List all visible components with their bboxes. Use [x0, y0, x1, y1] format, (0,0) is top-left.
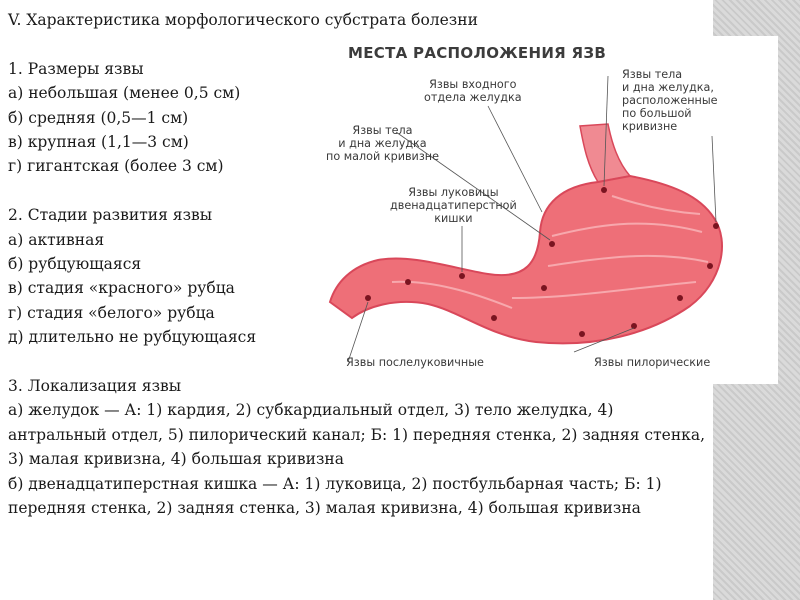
label-greater-curvature-ulcers: Язвы тела и дна желудка, расположенные по большой кривизне: [622, 68, 718, 133]
label-pyloric-ulcers: Язвы пилорические: [594, 356, 711, 369]
list-item: в) крупная (1,1—3 см): [8, 133, 189, 152]
list-item: б) средняя (0,5—1 см): [8, 108, 189, 127]
figure-title: МЕСТА РАСПОЛОЖЕНИЯ ЯЗВ: [348, 44, 607, 62]
paragraph-line: а) желудок — А: 1) кардия, 2) субкардиальный отдел, 3) тело желудка, 4): [8, 401, 614, 420]
stomach-ulcer-figure: [312, 36, 778, 384]
list-item: г) гигантская (более 3 см): [8, 157, 224, 176]
list-item: г) стадия «белого» рубца: [8, 303, 215, 322]
section-title: 1. Размеры язвы: [8, 59, 144, 78]
label-cardia-ulcers: Язвы входного отдела желудка: [424, 78, 522, 104]
section-title: 2. Стадии развития язвы: [8, 206, 213, 225]
slide-heading: V. Характеристика морфологического субстрата болезни: [8, 11, 478, 29]
list-item: а) небольшая (менее 0,5 см): [8, 84, 241, 103]
section-title: 3. Локализация язвы: [8, 377, 182, 396]
label-bulb-ulcers: Язвы луковицы двенадцатиперстной кишки: [390, 186, 517, 225]
paragraph-line: антральный отдел, 5) пилорический канал; Б: 1) передняя стенка, 2) задняя стенка,: [8, 425, 706, 444]
paragraph-line: б) двенадцатиперстная кишка — А: 1) луковица, 2) постбульбарная часть; Б: 1): [8, 474, 662, 493]
list-item: д) длительно не рубцующаяся: [8, 328, 257, 347]
list-item: а) активная: [8, 230, 105, 249]
list-item: в) стадия «красного» рубца: [8, 279, 235, 298]
label-lesser-curvature-ulcers: Язвы тела и дна желудка по малой кривизне: [326, 124, 439, 163]
list-item: б) рубцующаяся: [8, 255, 142, 274]
label-postbulbar-ulcers: Язвы послелуковичные: [346, 356, 484, 369]
paragraph-line: 3) малая кривизна, 4) большая кривизна: [8, 450, 344, 469]
paragraph-line: передняя стенка, 2) задняя стенка, 3) малая кривизна, 4) большая кривизна: [8, 499, 641, 518]
